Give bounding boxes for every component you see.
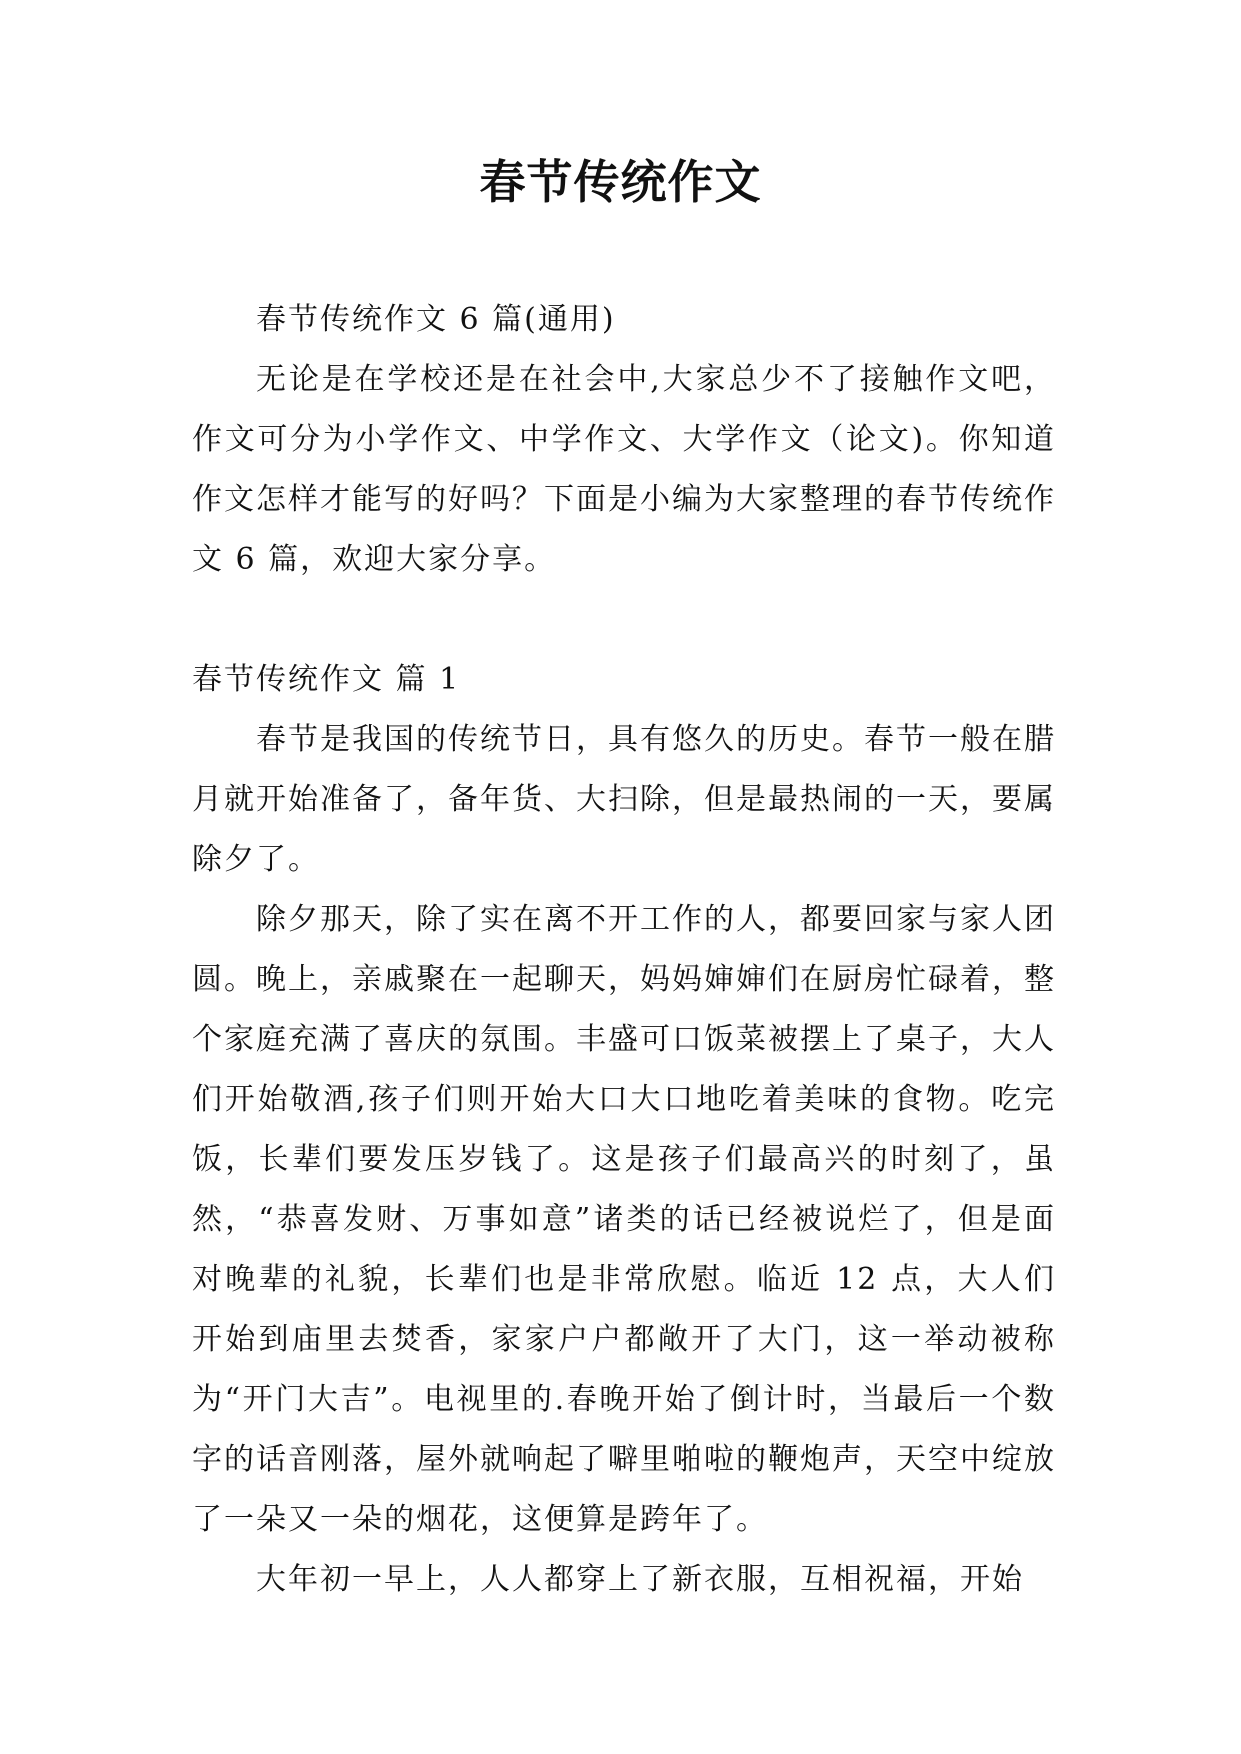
body-paragraph: 大年初一早上，人人都穿上了新衣服，互相祝福，开始 [256, 1562, 1024, 1597]
section-heading: 春节传统作文 篇 1 [192, 662, 461, 697]
document-subtitle: 春节传统作文 6 篇(通用) [256, 302, 616, 337]
body-paragraph: 春节是我国的传统节日，具有悠久的历史。春节一般在腊月就开始准备了，备年货、大扫除，但是最热闹的一天，要属除夕了。 [192, 722, 1056, 877]
section-spacer [192, 590, 1056, 650]
intro-paragraph: 无论是在学校还是在社会中,大家总少不了接触作文吧，作文可分为小学作文、中学作文、大学作文（论文)。你知道作文怎样才能写的好吗？下面是小编为大家整理的春节传统作文 6 篇，欢迎大家分享。 [192, 362, 1056, 577]
body-paragraph: 除夕那天，除了实在离不开工作的人，都要回家与家人团圆。晚上，亲戚聚在一起聊天，妈妈婶婶们在厨房忙碌着，整个家庭充满了喜庆的氛围。丰盛可口饭菜被摆上了桌子，大人们开始敬酒,孩子们则开始大口大口地吃着美味的食物。吃完饭，长辈们要发压岁钱了。这是孩子们最高兴的时刻了，虽然，“恭喜发财、万事如意”诸类的话已经被说烂了，但是面对晚辈的礼貌，长辈们也是非常欣慰。临近 12 点，大人们开始到庙里去焚香，家家户户都敞开了大门，这一举动被称为“开门大吉”。电视里的.春晚开始了倒计时，当最后一个数字的话音刚落，屋外就响起了噼里啪啦的鞭炮声，天空中绽放了一朵又一朵的烟花，这便算是跨年了。 [192, 902, 1056, 1537]
document-body [192, 290, 1056, 1610]
document-title: 春节传统作文 [479, 155, 762, 209]
